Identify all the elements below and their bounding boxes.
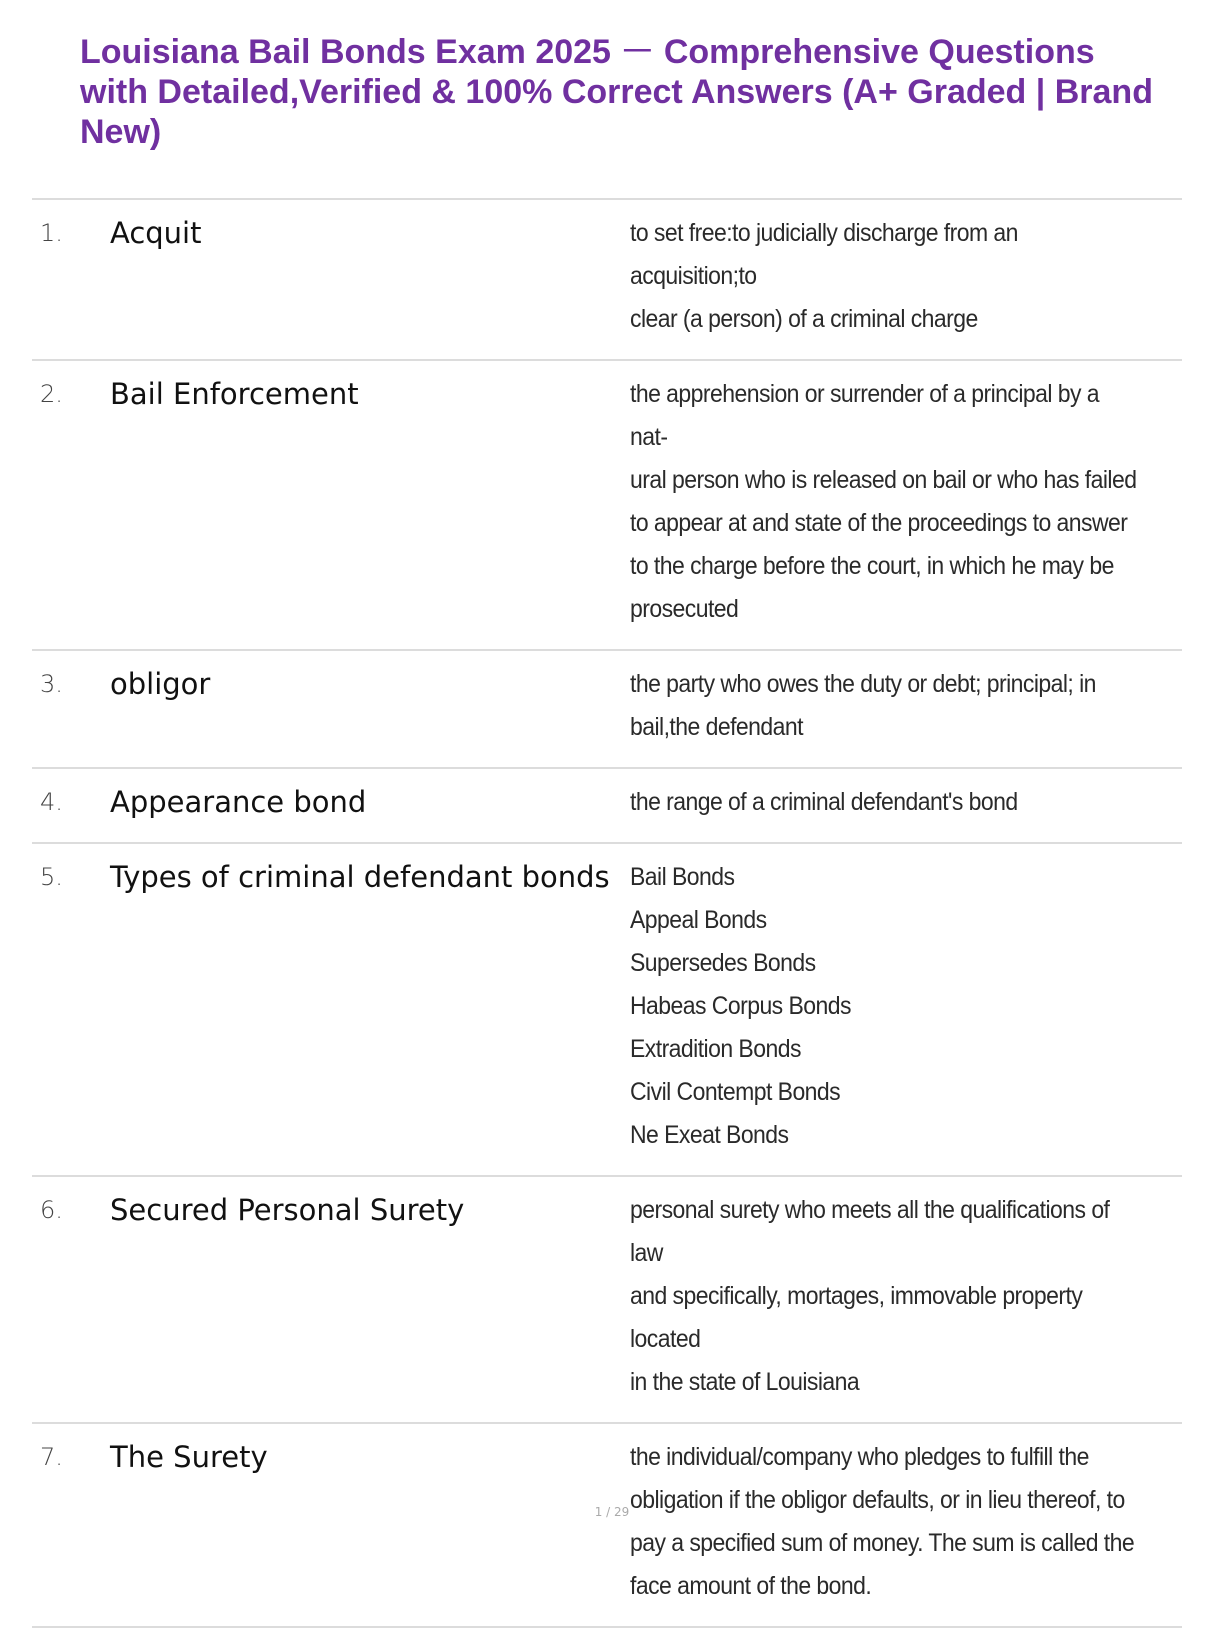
card-definition [630,1436,1138,1608]
card-definition [630,373,1138,631]
card-term: Secured Personal Surety [110,1193,465,1227]
card-term: The Surety [110,1440,268,1474]
flashcard-row [32,651,1182,769]
card-number: 5. [40,863,63,891]
card-term: Acquit [110,216,202,250]
card-definition [630,856,1138,1157]
definition-line: prosecuted [630,595,739,623]
definition-line: the apprehension or surrender of a principal by a nat- [630,380,1100,451]
flashcard-row [32,1424,1182,1628]
card-definition [630,212,1138,341]
definition-line: to the charge before the court, in which he may be [630,552,1114,580]
definition-line: Bail Bonds [630,863,735,891]
card-definition [630,781,1138,824]
card-term: Types of criminal defendant bonds [110,860,610,894]
definition-line: Appeal Bonds [630,906,767,934]
card-term: obligor [110,667,211,701]
flashcard-row [32,844,1182,1177]
card-number: 4. [40,788,63,816]
document-title: Louisiana Bail Bonds Exam 2025 － Comprehensive Questions with Detailed,Verified & 100% Correct Answers (A+ Graded | Brand New) [80,33,1153,151]
definition-line: Ne Exeat Bonds [630,1121,789,1149]
definition-line: Habeas Corpus Bonds [630,992,851,1020]
card-term: Appearance bond [110,785,367,819]
card-number: 6. [40,1196,63,1224]
flashcard-row [32,361,1182,651]
definition-line: personal surety who meets all the qualifications of law [630,1196,1110,1267]
flashcard-row [32,200,1182,361]
definition-line: Extradition Bonds [630,1035,801,1063]
definition-line: pay a specified sum of money. The sum is called the [630,1529,1135,1557]
definition-line: in the state of Louisiana [630,1368,860,1396]
card-definition [630,663,1138,749]
definition-line: bail,the defendant [630,713,803,741]
definition-line: to appear at and state of the proceedings to answer [630,509,1128,537]
flashcard-row [32,1177,1182,1424]
definition-line: and specifically, mortages, immovable property located [630,1282,1083,1353]
card-number: 7. [40,1443,63,1471]
definition-line: to set free:to judicially discharge from an acquisition;to [630,219,1018,290]
definition-line: the range of a criminal defendant's bond [630,788,1018,816]
definition-line: the individual/company who pledges to fulfill the [630,1443,1089,1471]
card-definition [630,1189,1138,1404]
page-indicator: 1 / 29 [594,1505,630,1519]
definition-line: Supersedes Bonds [630,949,816,977]
definition-line: the party who owes the duty or debt; principal; in [630,670,1096,698]
card-number: 3. [40,670,63,698]
flashcard-list [32,198,1182,1628]
card-number: 2. [40,380,63,408]
definition-line: clear (a person) of a criminal charge [630,305,978,333]
flashcard-row [32,769,1182,844]
definition-line: ural person who is released on bail or who has failed [630,466,1137,494]
card-number: 1. [40,219,63,247]
definition-line: obligation if the obligor defaults, or in lieu thereof, to [630,1486,1125,1514]
definition-line: face amount of the bond. [630,1572,872,1600]
definition-line: Civil Contempt Bonds [630,1078,841,1106]
card-term: Bail Enforcement [110,377,359,411]
